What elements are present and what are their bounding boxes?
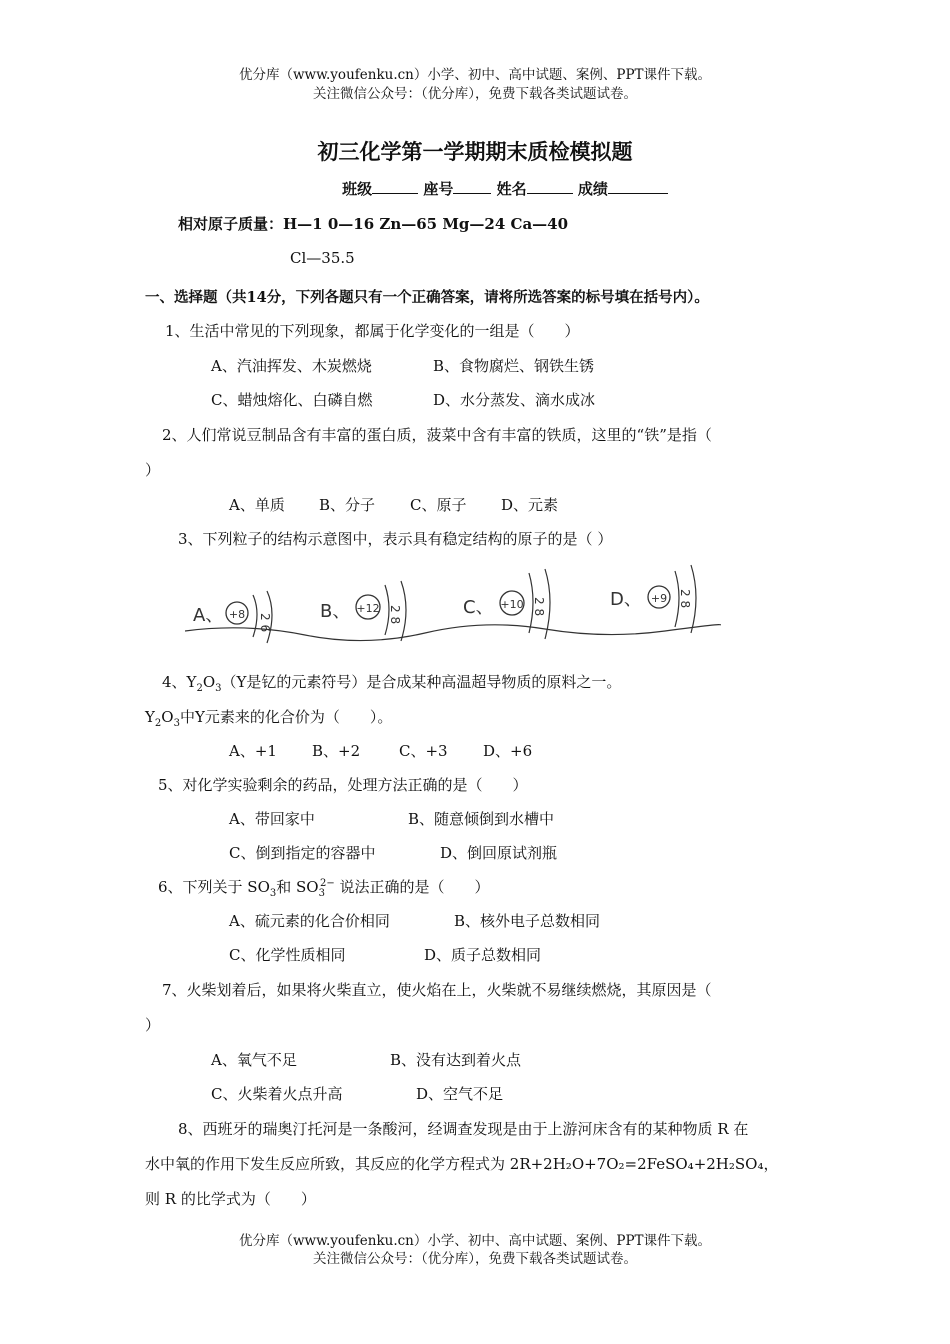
name-label: 姓名	[496, 180, 527, 198]
q4-formula-y: Y	[186, 673, 197, 691]
diagram-c-nucleus: +10	[500, 598, 524, 611]
q6-sup: 2−	[319, 878, 335, 889]
diagram-d-electrons: 2 8	[678, 589, 692, 609]
q7-option-a: A、氧气不足	[211, 1051, 297, 1069]
q5-option-c: C、倒到指定的容器中	[229, 844, 376, 862]
q4-formula-o: O	[202, 673, 216, 691]
diagram-c-label: C、	[463, 597, 494, 618]
q4-option-a: A、+1	[229, 742, 277, 760]
q7-stem-end: ）	[145, 1016, 161, 1034]
q4-line2-sub1: 2	[154, 718, 162, 729]
q6-option-d: D、质子总数相同	[424, 946, 542, 964]
q1-option-b: B、食物腐烂、钢铁生锈	[433, 357, 595, 375]
page-footer-line2: 关注微信公众号：（优分库），免费下载各类试题试卷。	[313, 1251, 637, 1267]
q6-stem	[158, 876, 490, 899]
q1-option-d: D、水分蒸发、滴水成冰	[433, 391, 596, 409]
q6-post: 说法正确的是（ ）	[334, 878, 490, 896]
q6-sub: 3	[269, 888, 277, 899]
student-info-line	[0, 178, 950, 199]
score-blank[interactable]	[608, 179, 668, 194]
q5-option-d: D、倒回原试剂瓶	[440, 844, 558, 862]
q2-option-b: B、分子	[319, 496, 376, 514]
atomic-mass-text: 相对原子质量：H—1 0—16 Zn—65 Mg—24 Ca—40	[178, 215, 569, 233]
score-label: 成绩	[577, 180, 608, 198]
diagram-a-electrons: 2 6	[258, 613, 272, 633]
diagram-b-nucleus: +12	[356, 602, 380, 615]
q4-stem	[162, 671, 621, 694]
diagram-c	[463, 569, 550, 639]
q2-stem-end: ）	[145, 461, 161, 479]
page-header-line1: 优分库（www.youfenku.cn）小学、初中、高中试题、案例、PPT课件下载。	[238, 67, 712, 83]
q6-option-b: B、核外电子总数相同	[454, 912, 601, 930]
atom-structure-diagrams	[185, 555, 725, 650]
q4-sub1: 2	[196, 683, 203, 694]
q5-option-b: B、随意倾倒到水槽中	[408, 810, 555, 828]
atomic-mass-line1	[178, 213, 568, 234]
q6-option-a: A、硫元素的化合价相同	[229, 912, 390, 930]
q3-stem: 3、下列粒子的结构示意图中，表示具有稳定结构的原子的是（ ）	[178, 530, 613, 548]
q4-option-b: B、+2	[312, 742, 361, 760]
class-blank[interactable]	[372, 179, 418, 194]
q1-stem: 1、生活中常见的下列现象，都属于化学变化的一组是（ ）	[165, 322, 580, 340]
q6-sub2: 3	[318, 888, 325, 899]
diagram-a-nucleus: +8	[228, 608, 246, 621]
q4-line2-o: O	[161, 708, 174, 726]
seat-label: 座号	[423, 180, 454, 198]
q4-line2-sub2: 3	[173, 718, 180, 729]
diagram-c-electrons: 2 8	[532, 597, 546, 617]
diagram-d-label: D、	[610, 589, 642, 610]
diagram-b	[320, 581, 406, 641]
section-heading: 一、选择题（共14分，下列各题只有一个正确答案，请将所选答案的标号填在括号内）。	[145, 289, 709, 306]
diagram-d	[610, 565, 696, 633]
q4-line2-y: Y	[145, 708, 155, 726]
q6-pre: 6、下列关于 SO	[158, 878, 270, 896]
diagram-b-electrons: 2 8	[388, 605, 402, 625]
q7-option-c: C、火柴着火点升高	[211, 1085, 343, 1103]
page-footer-line1: 优分库（www.youfenku.cn）小学、初中、高中试题、案例、PPT课件下载。	[238, 1233, 712, 1249]
diagram-d-nucleus: +9	[650, 592, 668, 605]
seat-blank[interactable]	[453, 179, 491, 194]
q6-option-c: C、化学性质相同	[229, 946, 346, 964]
q6-mid: 和 SO	[276, 878, 319, 896]
q5-option-a: A、带回家中	[229, 810, 315, 828]
q8-line3: 则 R 的比学式为（ ）	[145, 1190, 316, 1208]
exam-title: 初三化学第一学期期末质检模拟题	[317, 139, 633, 164]
diagram-b-label: B、	[320, 601, 351, 622]
q7-option-d: D、空气不足	[416, 1085, 504, 1103]
q8-line1: 8、西班牙的瑞奥汀托河是一条酸河，经调查发现是由于上游河床含有的某种物质 R 在	[178, 1120, 749, 1138]
q4-line2	[145, 706, 392, 729]
q7-option-b: B、没有达到着火点	[390, 1051, 522, 1069]
q4-option-c: C、+3	[399, 742, 448, 760]
q2-option-c: C、原子	[410, 496, 467, 514]
q4-stem-rest: （Y是钇的元素符号）是合成某种高温超导物质的原料之一。	[221, 673, 622, 691]
q2-option-a: A、单质	[229, 496, 285, 514]
q4-option-d: D、+6	[483, 742, 533, 760]
q1-option-c: C、蜡烛熔化、白磷自燃	[211, 391, 373, 409]
q1-option-a: A、汽油挥发、木炭燃烧	[211, 357, 372, 375]
class-label: 班级	[342, 180, 373, 198]
page-header-line2: 关注微信公众号：（优分库），免费下载各类试题试卷。	[313, 86, 637, 102]
q2-option-d: D、元素	[501, 496, 559, 514]
q2-stem: 2、人们常说豆制品含有丰富的蛋白质，菠菜中含有丰富的铁质，这里的“铁”是指（	[162, 426, 712, 444]
q4-num: 4、	[162, 673, 187, 691]
q7-stem: 7、火柴划着后，如果将火柴直立，使火焰在上，火柴就不易继续燃烧，其原因是（	[162, 981, 712, 999]
q4-line2-rest: 中Y元素来的化合价为（ ）。	[179, 708, 393, 726]
diagram-a	[193, 591, 272, 643]
q8-line2: 水中氧的作用下发生反应所致，其反应的化学方程式为 2R+2H₂O+7O₂=2FeSO₄+2H₂SO₄，	[145, 1155, 779, 1173]
name-blank[interactable]	[527, 179, 573, 194]
atomic-mass-line2: Cl—35.5	[290, 249, 355, 267]
q5-stem: 5、对化学实验剩余的药品，处理方法正确的是（ ）	[158, 776, 528, 794]
diagram-a-label: A、	[193, 605, 224, 626]
q4-sub2: 3	[215, 683, 222, 694]
